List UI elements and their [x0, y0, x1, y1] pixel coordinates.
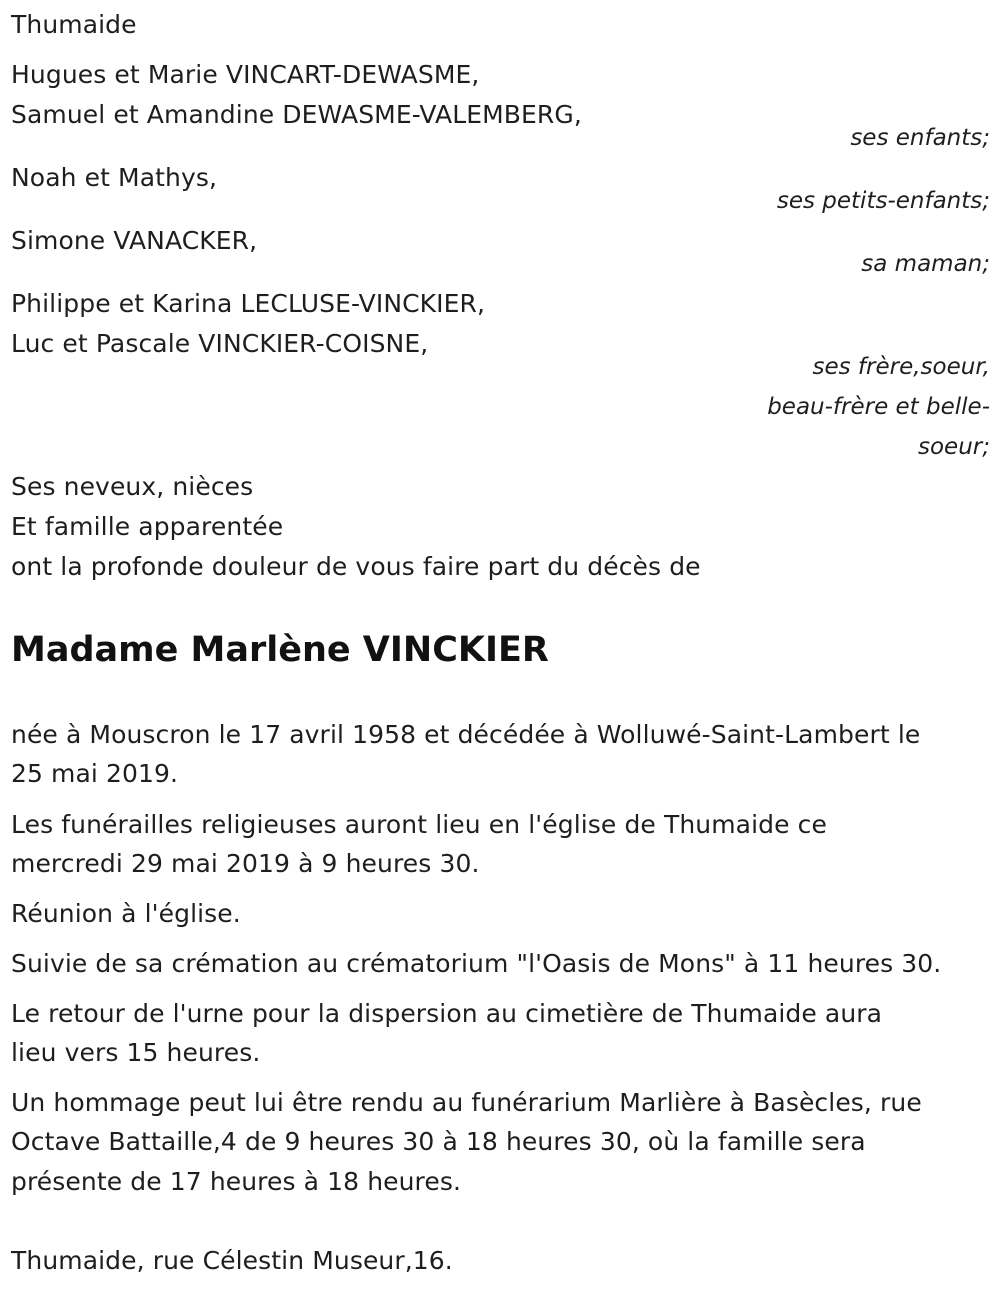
closing-family-line: Ses neveux, nièces [11, 472, 254, 501]
relation-label: ses frère,soeur, [812, 354, 990, 380]
paragraph-line: présente de 17 heures à 18 heures. [11, 1167, 462, 1196]
family-line: Simone VANACKER, [11, 226, 258, 255]
closing-family-line: ont la profonde douleur de vous faire part du décès de [11, 552, 701, 581]
paragraph-line: Suivie de sa crémation au crématorium "l'Oasis de Mons" à 11 heures 30. [11, 949, 942, 978]
paragraph-line: 25 mai 2019. [11, 759, 179, 788]
closing-family-line: Et famille apparentée [11, 512, 284, 541]
place-header: Thumaide [11, 10, 137, 39]
relation-label: beau-frère et belle- [767, 394, 990, 420]
family-line: Noah et Mathys, [11, 163, 218, 192]
paragraph-line: Octave Battaille,4 de 9 heures 30 à 18 heures 30, où la famille sera [11, 1127, 866, 1156]
paragraph-line: Réunion à l'église. [11, 899, 241, 928]
relation-label: ses enfants; [850, 125, 990, 151]
deceased-name: Madame Marlène VINCKIER [11, 630, 549, 670]
paragraph-line: Le retour de l'urne pour la dispersion au cimetière de Thumaide aura [11, 999, 883, 1028]
paragraph-line: Les funérailles religieuses auront lieu en l'église de Thumaide ce [11, 810, 827, 839]
family-line: Hugues et Marie VINCART-DEWASME, [11, 60, 480, 89]
paragraph-line: née à Mouscron le 17 avril 1958 et décédée à Wolluwé-Saint-Lambert le [11, 720, 921, 749]
relation-label: soeur; [918, 434, 990, 460]
relation-label: ses petits-enfants; [776, 188, 990, 214]
paragraph-line: mercredi 29 mai 2019 à 9 heures 30. [11, 849, 480, 878]
family-line: Luc et Pascale VINCKIER-COISNE, [11, 329, 429, 358]
relation-label: sa maman; [861, 251, 990, 277]
family-line: Philippe et Karina LECLUSE-VINCKIER, [11, 289, 486, 318]
paragraph-line: lieu vers 15 heures. [11, 1038, 261, 1067]
address: Thumaide, rue Célestin Museur,16. [11, 1246, 453, 1275]
paragraph-line: Un hommage peut lui être rendu au funérarium Marlière à Basècles, rue [11, 1088, 922, 1117]
family-line: Samuel et Amandine DEWASME-VALEMBERG, [11, 100, 582, 129]
